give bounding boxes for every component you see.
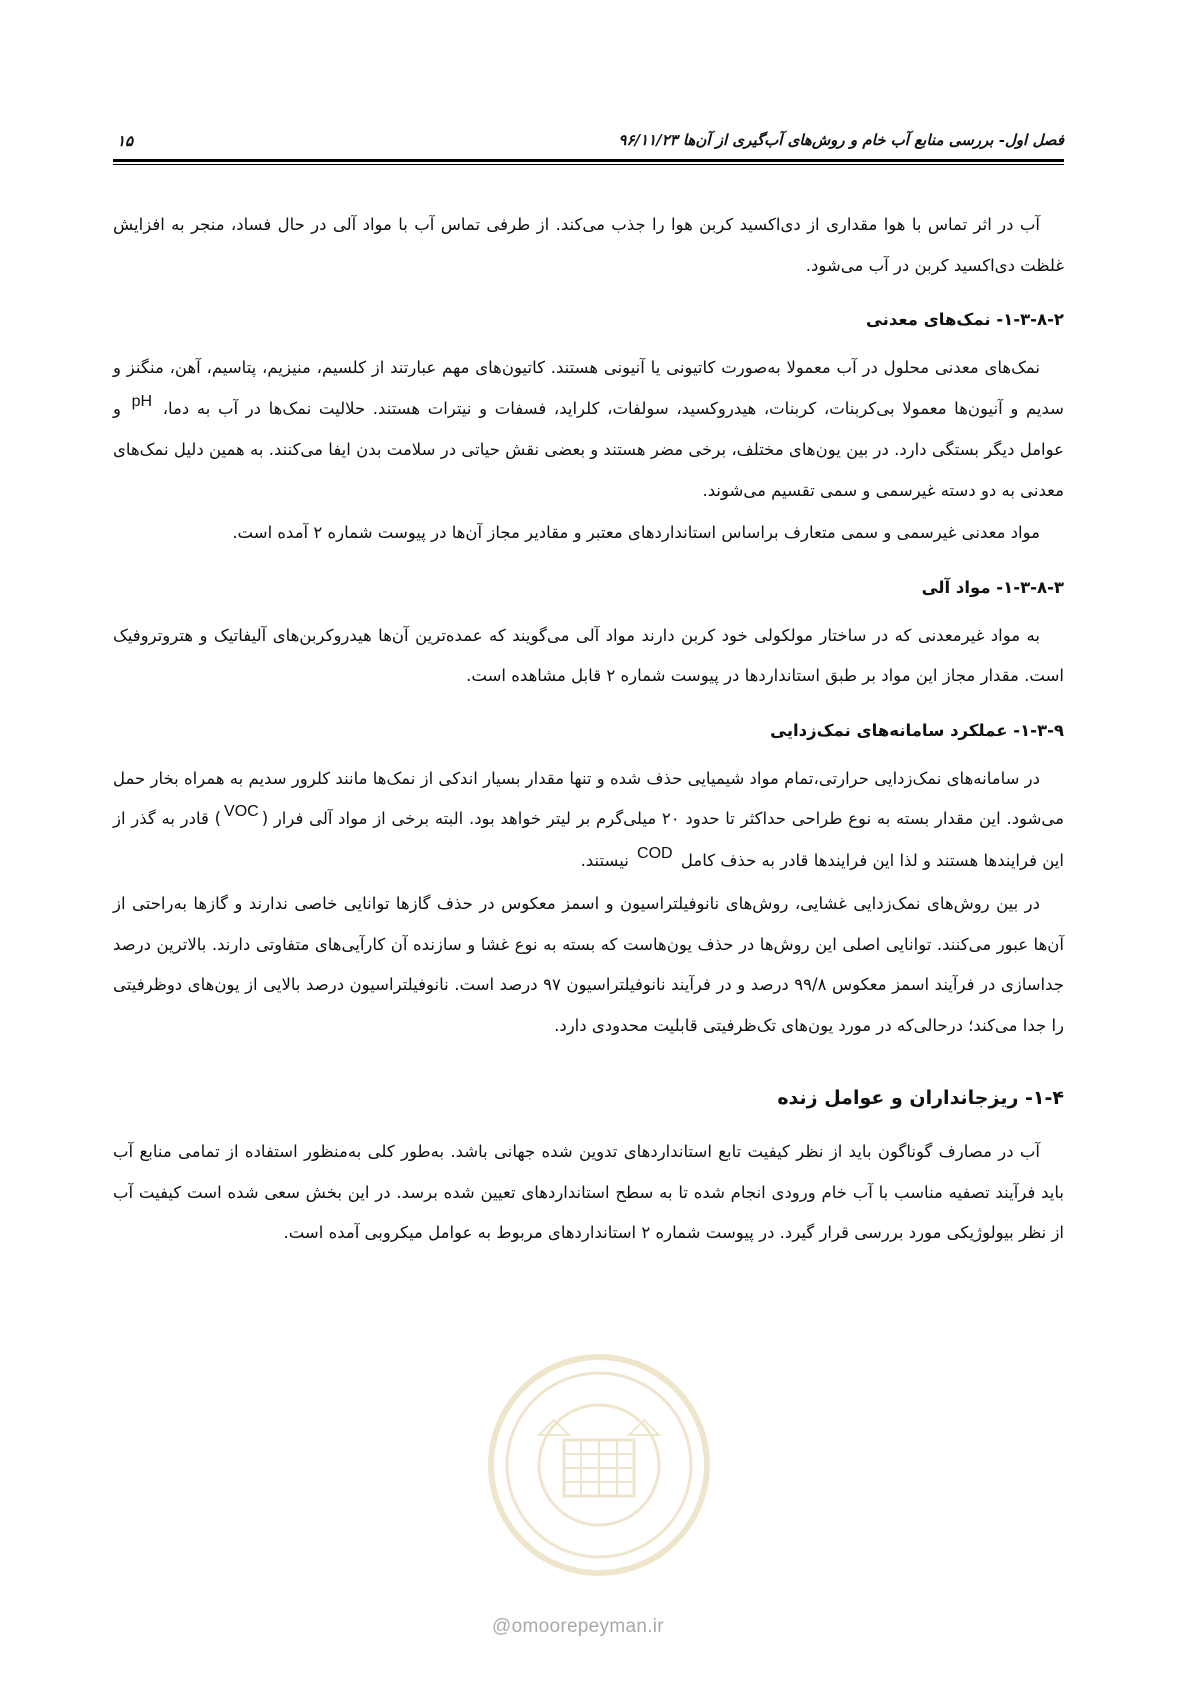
minerals-text-b: و عوامل دیگر بستگی دارد. در بین یون‌های مختلف، برخی مضر هستند و بعضی نقش حیاتی در سلامت بدن ایفا می‌کنند. به همین دلیل نمک‌های معدنی به دو دسته غیرسمی و سمی تقسیم می‌شوند. [113,398,1064,500]
desalination-paragraph-2: در بین روش‌های نمک‌زدایی غشایی، روش‌های نانوفیلتراسیون و اسمز معکوس در حذف گازها توانایی خاصی ندارند و گازها به‌راحتی از آن‌ها عبور می‌کنند. توانایی اصلی این روش‌ها در حذف یون‌هاست که بسته به نوع غشا و سازنده آن کارآیی‌های متفاوتی دارند. بالاترین درصد جداسازی در فرآیند اسمز معکوس ۹۹/۸ درصد و در فرآیند نانوفیلتراسیون ۹۷ درصد است. نانوفیلتراسیون درصد بالایی از یون‌های دوظرفیتی را جدا می‌کند؛ درحالی‌که در مورد یون‌های تک‌ظرفیتی قابلیت محدودی دارد. [113,894,1065,1035]
heading-mineral-salts: ۱-۳-۸-۲- نمک‌های معدنی [865,310,1064,329]
desal-text-b: ) قادر به گذر از این فرایندها هستند و لذا این فرایندها قادر به حذف کامل [113,809,1064,870]
minerals-paragraph-2: مواد معدنی غیرسمی و سمی متعارف براساس استانداردهای معتبر و مقادیر مجاز آن‌ها در پیوست شماره ۲ آمده است. [232,523,1040,542]
header-rule-thick [113,159,1064,162]
watermark-url: @omoorepeyman.ir [492,1616,664,1637]
watermark-seal-icon [479,1340,719,1590]
cod-symbol: COD [637,844,673,862]
desal-text-a: در سامانه‌های نمک‌زدایی حرارتی،تمام مواد شیمیایی حذف شده و تنها مقدار بسیار اندکی از نمک‌ها مانند کلرور سدیم به همراه بخار حمل می‌شود. این مقدار بسته به نوع طراحی حداکثر تا حدود ۲۰ میلی‌گرم بر لیتر خواهد بود. البته برخی از مواد آلی فرار ( [113,768,1064,828]
heading-microorganisms: ۱-۴- ریزجانداران و عوامل زنده [777,1087,1064,1109]
minerals-text-a: نمک‌های معدنی محلول در آب معمولا به‌صورت کاتیونی یا آنیونی هستند. کاتیون‌های مهم عبارتند از کلسیم، منیزیم، پتاسیم، آهن، منگنز و سدیم و آنیون‌ها معمولا بی‌کربنات، کربنات، هیدروکسید، سولفات، کلراید، فسفات و نیترات هستند. حلالیت نمک‌ها در آب به دما، [113,358,1064,418]
body-content [113,205,1064,1254]
organic-paragraph: به مواد غیرمعدنی که در ساختار مولکولی خود کربن دارند مواد آلی می‌گویند که عمده‌ترین آن‌ها هیدروکربن‌های آلیفاتیک و هتروتروفیک است. مقدار مجاز این مواد بر طبق استانداردها در پیوست شماره ۲ قابل مشاهده است. [113,625,1064,685]
microorganisms-paragraph: آب در مصارف گوناگون باید از نظر کیفیت تابع استانداردهای تدوین شده جهانی باشد. به‌طور کلی به‌منظور استفاده از تمامی منابع آب باید فرآیند تصفیه مناسب با آب خام ورودی انجام شده تا به سطح استانداردهای تعیین شده برسد. در این بخش سعی شده است کیفیت آب از نظر بیولوژیکی مورد بررسی قرار گیرد. در پیوست شماره ۲ استانداردهای مربوط به عوامل میکروبی آمده است. [113,1142,1064,1242]
minerals-paragraph-1 [113,348,1064,511]
header-rule-thin [113,164,1064,165]
heading-organic-matter: ۱-۳-۸-۳- مواد آلی [921,577,1064,597]
intro-paragraph: آب در اثر تماس با هوا مقداری از دی‌اکسید کربن هوا را جذب می‌کند. از طرفی تماس آب با مواد آلی در حال فساد، منجر به افزایش غلظت دی‌اکسید کربن در آب می‌شود. [113,215,1064,275]
voc-symbol: VOC [224,803,259,820]
page-number: ۱۵ [117,132,134,150]
desalination-paragraph-1 [113,759,1064,883]
page-header [113,127,1064,161]
chapter-title: فصل اول- بررسی منابع آب خام و روش‌های آب‌گیری از آن‌ها ۹۶/۱۱/۲۳ [618,131,1064,149]
heading-desalination-performance: ۱-۳-۹- عملکرد سامانه‌های نمک‌زدایی [770,720,1064,740]
ph-symbol: pH [131,392,153,410]
desal-text-c: نیستند. [580,850,629,870]
